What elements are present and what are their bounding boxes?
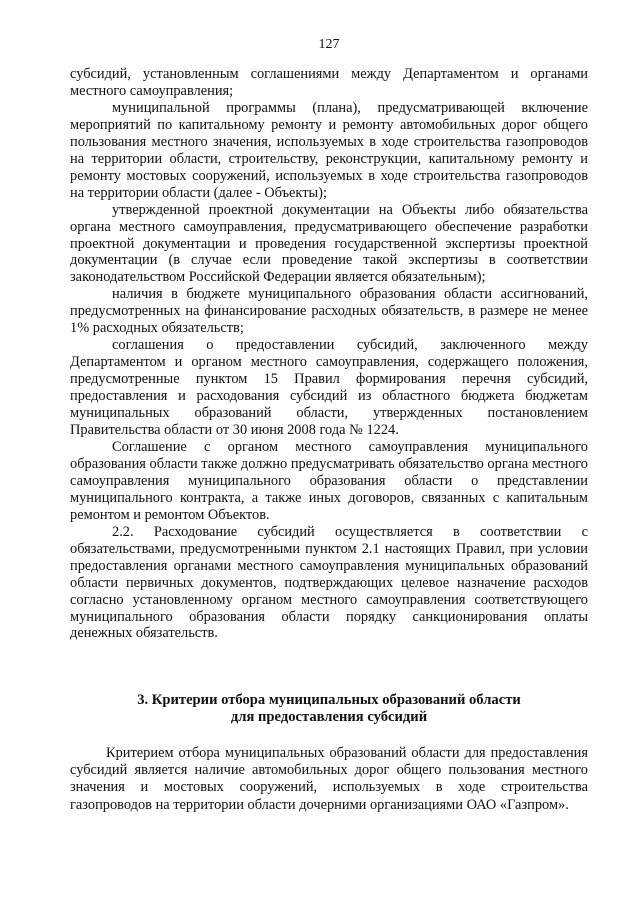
paragraph-project-documentation: утвержденной проектной документации на Объекты либо обязательства органа местного самоуправления, предусматривающего обеспечение разработки проектной документации и проведения государственной экспертизы проектной документации (в случае если проведение такой экспертизы в соответствии законодательством Российской Федерации является обязательным);: [70, 201, 588, 286]
paragraph-agreement-obligation: Соглашение с органом местного самоуправления муниципального образования области также должно предусматривать обязательство органа местного самоуправления муниципального образования области о представлении муниципального контракта, а также иных договоров, связанных с капитальным ремонтом и ремонтом Объектов.: [70, 438, 588, 523]
paragraph-selection-criterion: Критерием отбора муниципальных образований области для предоставления субсидий является наличие автомобильных дорог общего пользования местного значения и мостовых сооружений, используемых в ходе строительства газопроводов на территории области дочерними организациями ОАО «Газпром».: [70, 745, 588, 813]
section-3-heading-line-1: 3. Критерии отбора муниципальных образований области: [137, 692, 521, 708]
paragraph-subsidies-agreements: субсидий, установленным соглашениями между Департаментом и органами местного самоуправления;: [70, 66, 588, 99]
page-number: 127: [318, 37, 340, 52]
paragraph-municipal-program: муниципальной программы (плана), предусматривающей включение мероприятий по капитальному ремонту и ремонту автомобильных дорог общего пользования местного значения, используемых в ходе строительства газопроводов на территории области, строительству, реконструкции, капитальному ремонту и ремонту мостовых сооружений, используемых в ходе строительства газопроводов на территории области (далее - Объекты);: [70, 99, 588, 201]
paragraph-subsidy-agreement: соглашения о предоставлении субсидий, заключенного между Департаментом и органом местного самоуправления, содержащего положения, предусмотренные пунктом 15 Правил формирования перечня субсидий, предоставления и расходования субсидий из областного бюджета бюджетам муниципальных образований области, утвержденных постановлением Правительства области от 30 июня 2008 года № 1224.: [70, 337, 588, 439]
paragraph-budget-allocations: наличия в бюджете муниципального образования области ассигнований, предусмотренных на финансирование расходных обязательств, в размере не менее 1% расходных обязательств;: [70, 286, 588, 337]
section-3-heading: [70, 692, 588, 726]
paragraph-2-2-spending: 2.2. Расходование субсидий осуществляется в соответствии с обязательствами, предусмотренными пунктом 2.1 настоящих Правил, при условии предоставления органами местного самоуправления муниципальных образований области первичных документов, подтверждающих целевое назначение расходов согласно установленному органом местного самоуправления соответствующего муниципального образования области порядку санкционирования оплаты денежных обязательств.: [70, 523, 588, 642]
section-2-body: [70, 66, 588, 642]
section-3-heading-line-2: для предоставления субсидий: [230, 709, 428, 725]
section-3-body: [70, 745, 588, 814]
